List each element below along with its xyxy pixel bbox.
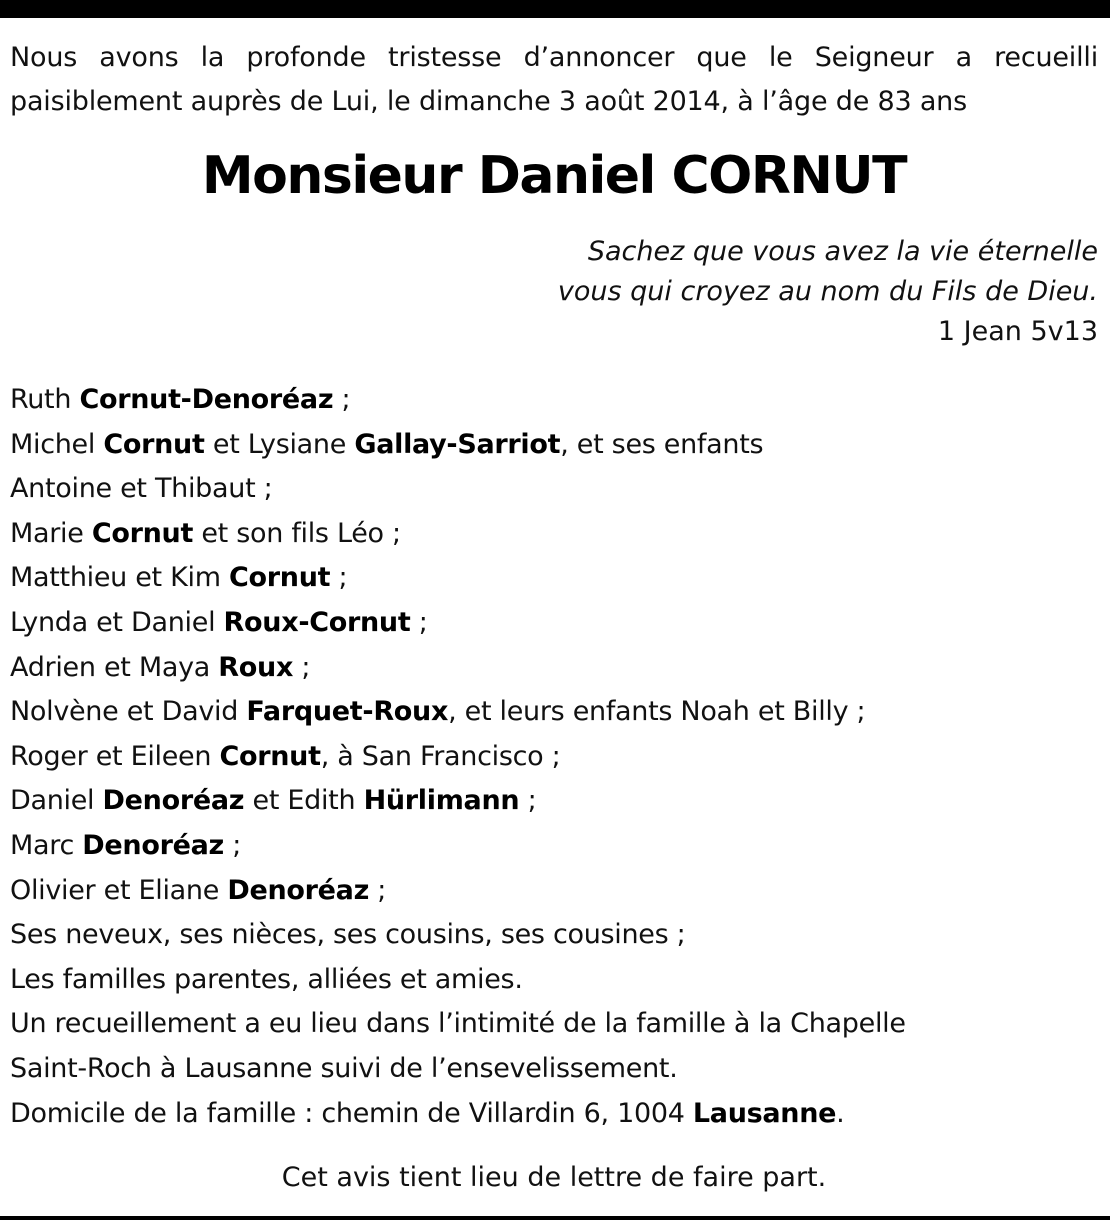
family-text: ; xyxy=(369,874,387,906)
family-line xyxy=(10,735,1098,780)
family-text: Marie xyxy=(10,517,92,549)
family-surname: Cornut xyxy=(219,740,321,772)
top-border-rule xyxy=(0,0,1110,18)
family-text: Domicile de la famille : chemin de Villardin 6, 1004 xyxy=(10,1097,693,1129)
family-text: ; xyxy=(223,829,242,861)
bible-verse xyxy=(10,232,1098,352)
family-line xyxy=(10,512,1098,557)
family-text: , et leurs enfants Noah et Billy ; xyxy=(448,696,866,728)
family-text: Ruth xyxy=(10,384,80,415)
family-line xyxy=(10,690,1098,735)
family-line xyxy=(10,1002,1098,1047)
family-text: ; xyxy=(330,562,348,594)
family-line xyxy=(10,378,1098,423)
family-text: . xyxy=(836,1097,845,1129)
family-text: Adrien et Maya xyxy=(10,651,219,683)
family-line xyxy=(10,869,1098,914)
announcement-text: Nous avons la profonde tristesse d’annoncer que le Seigneur a recueilli paisiblement auprès de Lui, le dimanche 3 août 2014, à l’âge de 83 ans xyxy=(10,42,1098,117)
family-text: , et ses enfants xyxy=(560,428,764,460)
family-line xyxy=(10,646,1098,691)
family-surname: Hürlimann xyxy=(363,785,520,817)
family-line xyxy=(10,779,1098,824)
family-surname: Gallay-Sarriot xyxy=(354,428,561,460)
family-text: et son fils Léo ; xyxy=(193,517,401,549)
verse-line: Sachez que vous avez la vie éternelle xyxy=(587,236,1098,267)
family-surname: Cornut xyxy=(91,517,194,549)
family-text: ; xyxy=(519,785,537,817)
family-text: ; xyxy=(333,384,351,415)
verse-reference: 1 Jean 5v13 xyxy=(937,316,1098,347)
death-notice xyxy=(10,36,1098,1198)
bottom-border-rule xyxy=(0,1216,1110,1220)
family-surname: Roux xyxy=(218,651,294,683)
family-line xyxy=(10,601,1098,646)
family-text: Ses neveux, ses nièces, ses cousins, ses cousines ; xyxy=(10,919,686,951)
family-text: Roger et Eileen xyxy=(10,740,220,772)
family-surname: Denoréaz xyxy=(227,874,369,906)
family-text: et Edith xyxy=(244,785,364,817)
family-text: Les familles parentes, alliées et amies. xyxy=(10,963,523,995)
family-text: , à San Francisco ; xyxy=(320,740,561,772)
family-surname: Cornut-Denoréaz xyxy=(79,384,334,415)
family-surname: Lausanne xyxy=(692,1097,837,1129)
family-text: Olivier et Eliane xyxy=(10,874,228,906)
family-line xyxy=(10,824,1098,869)
family-line xyxy=(10,423,1098,468)
family-text: ; xyxy=(410,606,428,638)
family-surname: Denoréaz xyxy=(82,829,224,861)
deceased-name: Monsieur Daniel CORNUT xyxy=(201,146,907,206)
family-text: Daniel xyxy=(10,785,103,817)
family-text: Saint-Roch à Lausanne suivi de l’ensevelissement. xyxy=(10,1052,678,1084)
verse-line: vous qui croyez au nom du Fils de Dieu. xyxy=(557,276,1098,307)
family-text: Antoine et Thibaut ; xyxy=(10,473,273,505)
family-surname: Farquet-Roux xyxy=(246,696,449,728)
family-line xyxy=(10,1092,1098,1137)
family-line xyxy=(10,556,1098,601)
family-text: et Lysiane xyxy=(204,428,355,460)
family-text: Nolvène et David xyxy=(10,696,247,728)
family-text: Un recueillement a eu lieu dans l’intimité de la famille à la Chapelle xyxy=(10,1008,906,1040)
family-surname: Denoréaz xyxy=(102,785,245,817)
family-text: Matthieu et Kim xyxy=(10,562,230,594)
family-line xyxy=(10,958,1098,1003)
family-line xyxy=(10,913,1098,958)
family-text: Lynda et Daniel xyxy=(10,606,224,638)
family-text: ; xyxy=(293,651,311,683)
family-list xyxy=(10,378,1098,1136)
family-text: Michel xyxy=(10,428,104,460)
family-surname: Roux-Cornut xyxy=(223,606,411,638)
closing-note: Cet avis tient lieu de lettre de faire part. xyxy=(281,1162,827,1194)
family-text: Marc xyxy=(10,829,83,861)
family-surname: Cornut xyxy=(229,562,331,594)
family-line xyxy=(10,1047,1098,1092)
family-line xyxy=(10,467,1098,512)
family-surname: Cornut xyxy=(103,428,205,460)
